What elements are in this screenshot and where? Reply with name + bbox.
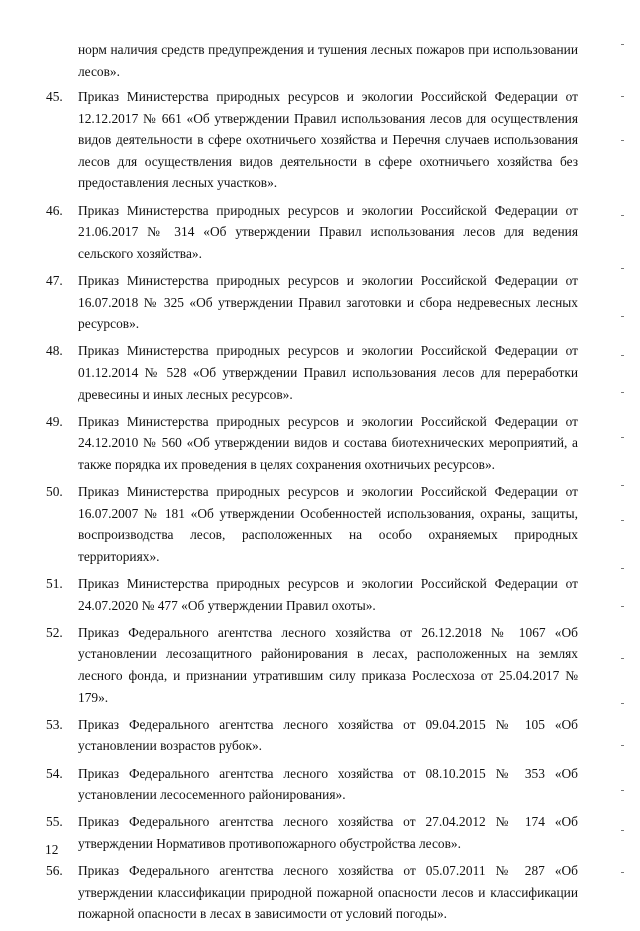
scan-artifact	[621, 44, 624, 45]
list-item	[46, 340, 578, 405]
item-text: Приказ Министерства природных ресурсов и экологии Российской Федерации от 01.12.2014 № 528 «Об утверждении Правил использования лесов для переработки древесины и иных лесных ресурсов».	[78, 343, 578, 402]
scan-artifact	[621, 96, 624, 97]
list-item	[46, 763, 578, 806]
item-number: 48.	[46, 343, 63, 359]
item-text: Приказ Министерства природных ресурсов и экологии Российской Федерации от 16.07.2007 № 181 «Об утверждении Особенностей использования, охраны, защиты, воспроизводства лесов, расположенных на особо охраняемых природных территориях».	[78, 484, 578, 564]
item-text: Приказ Федерального агентства лесного хозяйства от 08.10.2015 № 353 «Об установлении лесосеменного районирования».	[78, 765, 578, 803]
scan-artifact	[621, 606, 624, 607]
item-number: 45.	[46, 89, 63, 104]
item-text: Приказ Министерства природных ресурсов и экологии Российской Федерации от 24.12.2010 № 560 «Об утверждении видов и состава биотехнических мероприятий, а также порядка их проведения в целях сохранения охотничьих ресурсов».	[78, 413, 578, 472]
item-number: 53.	[46, 716, 63, 732]
scan-artifact	[621, 485, 624, 486]
continuation-text: норм наличия средств предупреждения и тушения лесных пожаров при использовании лесов».	[78, 42, 578, 79]
scan-artifact	[621, 658, 624, 659]
scan-artifact	[621, 392, 624, 393]
scan-artifact	[621, 872, 624, 873]
list-item	[46, 860, 578, 925]
item-text: Приказ Министерства природных ресурсов и экологии Российской Федерации от 12.12.2017 № 661 «Об утверждении Правил использования лесов для осуществления видов деятельности в сфере охотничьего хозяйства и Перечня случаев использования лесов для осуществления видов деятельности в сфере охотничьего хозяйства без предоставления лесных участков».	[78, 89, 578, 191]
scan-artifact	[621, 790, 624, 791]
scan-artifact	[621, 745, 624, 746]
item-text: Приказ Федерального агентства лесного хозяйства от 26.12.2018 № 1067 «Об установлении лесозащитного районирования в лесах, расположенных на землях лесного фонда, и признании утратившим силу приказа Рослесхоза от 25.04.2017 № 179».	[78, 624, 578, 705]
list-item	[46, 573, 578, 616]
legal-acts-list	[46, 86, 578, 931]
scan-artifact	[621, 355, 624, 356]
list-item	[46, 411, 578, 476]
scan-artifact	[621, 215, 624, 216]
item-number: 52.	[46, 624, 63, 640]
item-text: Приказ Министерства природных ресурсов и экологии Российской Федерации от 16.07.2018 № 325 «Об утверждении Правил заготовки и сбора недревесных лесных ресурсов».	[78, 272, 578, 332]
scan-artifact	[621, 316, 624, 317]
scan-artifact	[621, 268, 624, 269]
list-item	[46, 481, 578, 567]
item-text: Приказ Федерального агентства лесного хозяйства от 09.04.2015 № 105 «Об установлении возрастов рубок».	[78, 716, 578, 754]
scan-artifact	[621, 437, 624, 438]
list-item	[46, 622, 578, 708]
item-number: 55.	[46, 814, 63, 830]
item-number: 50.	[46, 484, 63, 500]
item-number: 46.	[46, 202, 63, 218]
scan-artifact	[621, 568, 624, 569]
item-text: Приказ Федерального агентства лесного хозяйства от 27.04.2012 № 174 «Об утверждении Нормативов противопожарного обустройства лесов».	[78, 814, 578, 851]
item-text: Приказ Федерального агентства лесного хозяйства от 05.07.2011 № 287 «Об утверждении классификации природной пожарной опасности лесов и классификации пожарной опасности в лесах в зависимости от условий погоды».	[78, 863, 578, 922]
item-number: 56.	[46, 863, 63, 879]
scan-artifact	[621, 140, 624, 141]
list-item	[46, 714, 578, 757]
item-number: 54.	[46, 765, 63, 781]
item-number: 47.	[46, 272, 63, 288]
scan-artifact	[621, 520, 624, 521]
list-item	[46, 200, 578, 265]
list-item	[46, 86, 578, 194]
page-number: 12	[45, 842, 59, 857]
list-item	[46, 270, 578, 335]
item-text: Приказ Министерства природных ресурсов и экологии Российской Федерации от 24.07.2020 № 477 «Об утверждении Правил охоты».	[78, 576, 578, 613]
scan-artifact	[621, 830, 624, 831]
list-item	[46, 811, 578, 854]
item-number: 51.	[46, 576, 63, 592]
item-text: Приказ Министерства природных ресурсов и экологии Российской Федерации от 21.06.2017 № 314 «Об утверждении Правил использования лесов для ведения сельского хозяйства».	[78, 202, 578, 261]
scan-artifact	[621, 703, 624, 704]
item-number: 49.	[46, 413, 63, 429]
